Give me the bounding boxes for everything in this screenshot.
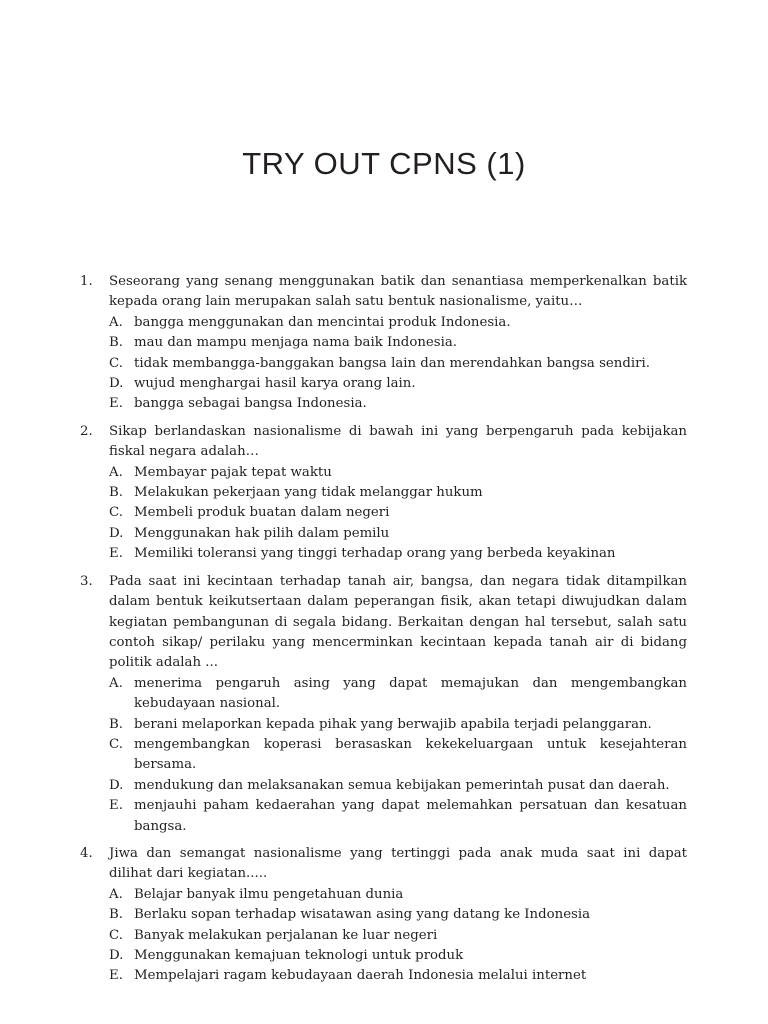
answer-option: [109, 776, 687, 796]
option-letter: E.: [109, 798, 123, 814]
answer-option: [109, 885, 687, 905]
answer-option: [109, 715, 687, 735]
option-text: Membeli produk buatan dalam negeri: [134, 505, 390, 521]
option-letter: D.: [109, 376, 124, 392]
option-text: mau dan mampu menjaga nama baik Indonesia.: [134, 335, 457, 351]
answer-option: [109, 674, 687, 715]
option-letter: B.: [109, 335, 123, 351]
answer-options: [109, 313, 687, 415]
answer-option: [109, 463, 687, 483]
option-text: berani melaporkan kepada pihak yang berwajib apabila terjadi pelanggaran.: [134, 716, 652, 732]
answer-option: [109, 313, 687, 333]
question-item: [80, 422, 687, 565]
answer-option: [109, 483, 687, 503]
option-text: Mempelajari ragam kebudayaan daerah Indonesia melalui internet: [134, 968, 587, 984]
page-title: TRY OUT CPNS (1): [242, 146, 526, 181]
answer-option: [109, 503, 687, 523]
option-letter: C.: [109, 927, 123, 943]
answer-option: [109, 394, 687, 414]
question-item: [80, 844, 687, 987]
option-letter: A.: [109, 675, 123, 691]
option-letter: C.: [109, 736, 123, 752]
option-text: bangga menggunakan dan mencintai produk Indonesia.: [134, 314, 511, 330]
answer-option: [109, 735, 687, 776]
question-item: [80, 572, 687, 837]
option-letter: E.: [109, 546, 123, 562]
question-number: 1.: [80, 274, 93, 289]
question-text: Pada saat ini kecintaan terhadap tanah air, bangsa, dan negara tidak ditampilkan dalam bentuk keikutsertaan dalam peperangan fisik, akan tetapi diwujudkan dalam kegiatan pembangunan di segala bidang. Berkaitan dengan hal tersebut, salah satu contoh sikap/ perilaku yang mencerminkan kecintaan kepada tanah air di bidang politik adalah ...: [109, 573, 687, 671]
answer-option: [109, 524, 687, 544]
answer-options: [109, 674, 687, 837]
option-letter: D.: [109, 948, 124, 963]
question-text: Seseorang yang senang menggunakan batik dan senantiasa memperkenalkan batik kepada orang lain merupakan salah satu bentuk nasionalisme, yaitu…: [109, 274, 687, 310]
option-text: tidak membangga-banggakan bangsa lain dan merendahkan bangsa sendiri.: [134, 355, 650, 371]
answer-option: [109, 374, 687, 394]
option-letter: E.: [109, 396, 123, 412]
question-list: [80, 272, 687, 994]
option-letter: E.: [109, 968, 123, 984]
option-text: Melakukan pekerjaan yang tidak melanggar hukum: [134, 485, 483, 501]
question-item: [80, 272, 687, 415]
answer-option: [109, 333, 687, 353]
option-letter: A.: [109, 886, 123, 902]
answer-option: [109, 544, 687, 564]
option-text: Menggunakan hak pilih dalam pemilu: [134, 525, 390, 541]
option-text: menjauhi paham kedaerahan yang dapat melemahkan persatuan dan kesatuan bangsa.: [134, 798, 687, 834]
option-text: menerima pengaruh asing yang dapat memajukan dan mengembangkan kebudayaan nasional.: [134, 675, 687, 712]
answer-option: [109, 354, 687, 374]
option-text: Membayar pajak tepat waktu: [134, 464, 332, 480]
option-letter: A.: [109, 314, 123, 330]
question-number: 2.: [80, 423, 93, 439]
option-letter: B.: [109, 716, 123, 732]
question-number: 3.: [80, 573, 93, 589]
option-text: bangga sebagai bangsa Indonesia.: [134, 396, 367, 412]
answer-option: [109, 946, 687, 966]
option-text: Menggunakan kemajuan teknologi untuk produk: [134, 948, 464, 963]
option-text: Memiliki toleransi yang tinggi terhadap orang yang berbeda keyakinan: [134, 546, 616, 562]
option-letter: A.: [109, 464, 123, 480]
question-text: Jiwa dan semangat nasionalisme yang tertinggi pada anak muda saat ini dapat dilihat dari kegiatan.....: [109, 845, 687, 882]
question-text: Sikap berlandaskan nasionalisme di bawah ini yang berpengaruh pada kebijakan fiskal negara adalah…: [109, 423, 687, 460]
option-letter: C.: [109, 355, 123, 371]
option-letter: D.: [109, 777, 124, 793]
option-letter: D.: [109, 525, 124, 541]
answer-option: [109, 796, 687, 837]
option-text: Berlaku sopan terhadap wisatawan asing yang datang ke Indonesia: [134, 907, 591, 923]
question-number: 4.: [80, 845, 93, 861]
option-text: mendukung dan melaksanakan semua kebijakan pemerintah pusat dan daerah.: [134, 777, 670, 793]
option-letter: B.: [109, 907, 123, 923]
answer-option: [109, 966, 687, 986]
answer-option: [109, 926, 687, 946]
option-text: Belajar banyak ilmu pengetahuan dunia: [134, 886, 404, 902]
option-text: mengembangkan koperasi berasaskan kekekeluargaan untuk kesejahteran bersama.: [134, 736, 687, 773]
option-letter: C.: [109, 505, 123, 521]
answer-options: [109, 463, 687, 565]
option-letter: B.: [109, 485, 123, 501]
option-text: wujud menghargai hasil karya orang lain.: [134, 376, 416, 392]
answer-options: [109, 885, 687, 987]
answer-option: [109, 905, 687, 925]
option-text: Banyak melakukan perjalanan ke luar negeri: [134, 927, 438, 943]
